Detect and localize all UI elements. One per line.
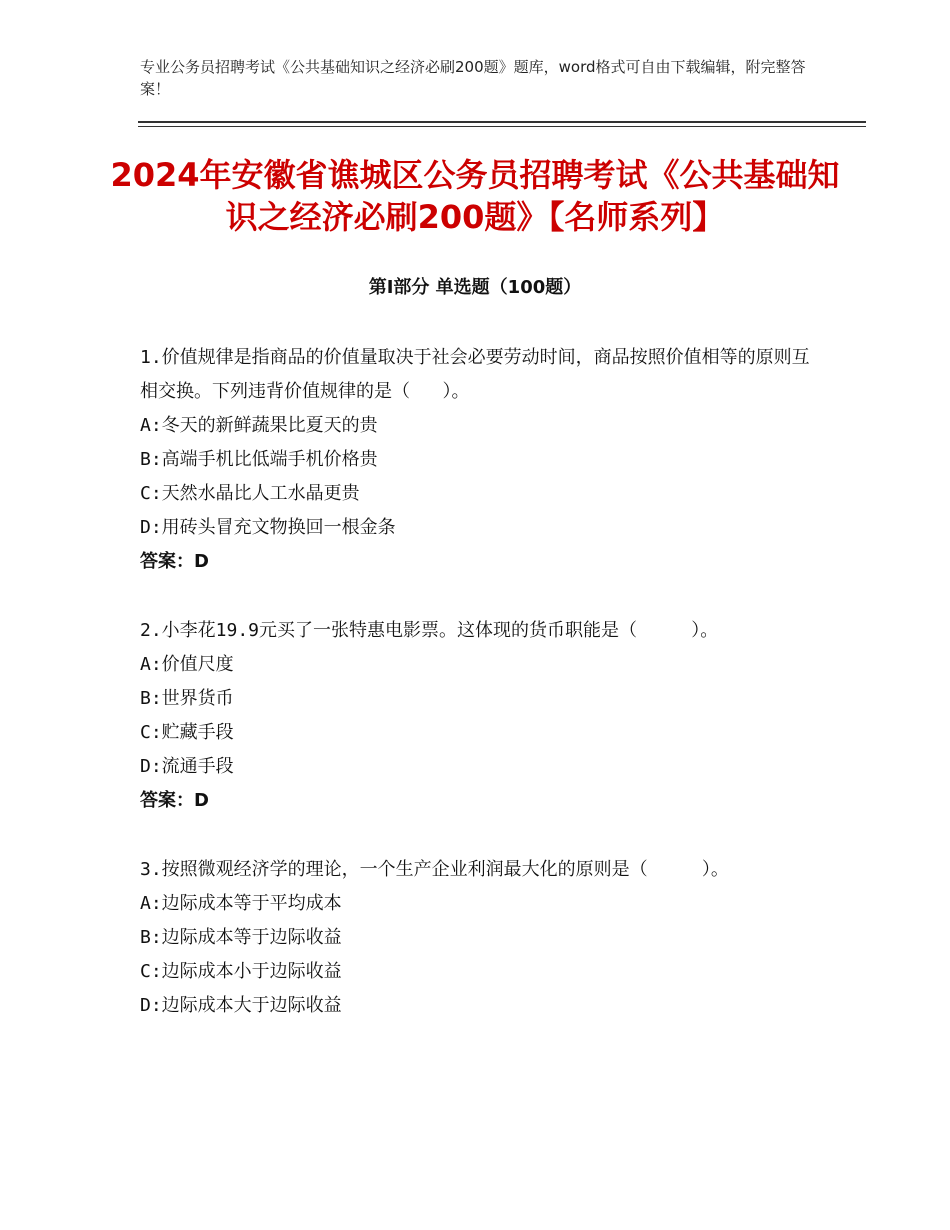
question-3 — [140, 853, 820, 1023]
option-a: A:冬天的新鲜蔬果比夏天的贵 — [140, 415, 378, 436]
question-1 — [140, 341, 820, 579]
option-d: D:边际成本大于边际收益 — [140, 995, 342, 1016]
option-b: B:边际成本等于边际收益 — [140, 927, 342, 948]
question-list — [140, 341, 820, 1058]
answer-line: 答案：D — [140, 551, 209, 572]
option-a: A:边际成本等于平均成本 — [140, 893, 342, 914]
question-stem: 3.按照微观经济学的理论，一个生产企业利润最大化的原则是（ ）。 — [140, 859, 729, 880]
option-c: C:天然水晶比人工水晶更贵 — [140, 483, 360, 504]
header-note: 专业公务员招聘考试《公共基础知识之经济必刷200题》题库，word格式可自由下载编辑，附完整答案！ — [140, 58, 806, 98]
document-title: 2024年安徽省谯城区公务员招聘考试《公共基础知识之经济必刷200题》【名师系列】 — [110, 156, 840, 236]
option-c: C:边际成本小于边际收益 — [140, 961, 342, 982]
question-stem: 2.小李花19.9元买了一张特惠电影票。这体现的货币职能是（ ）。 — [140, 620, 719, 641]
answer-line: 答案：D — [140, 790, 209, 811]
option-c: C:贮藏手段 — [140, 722, 234, 743]
option-d: D:用砖头冒充文物换回一根金条 — [140, 517, 396, 538]
option-b: B:高端手机比低端手机价格贵 — [140, 449, 378, 470]
header-divider-thin — [138, 126, 866, 127]
option-b: B:世界货币 — [140, 688, 234, 709]
section-heading: 第Ⅰ部分 单选题（100题） — [368, 277, 582, 298]
option-d: D:流通手段 — [140, 756, 234, 777]
option-a: A:价值尺度 — [140, 654, 234, 675]
question-2 — [140, 614, 820, 818]
header-divider-thick — [138, 121, 866, 123]
question-stem: 1.价值规律是指商品的价值量取决于社会必要劳动时间，商品按照价值相等的原则互相交换。下列违背价值规律的是（ ）。 — [140, 347, 810, 402]
